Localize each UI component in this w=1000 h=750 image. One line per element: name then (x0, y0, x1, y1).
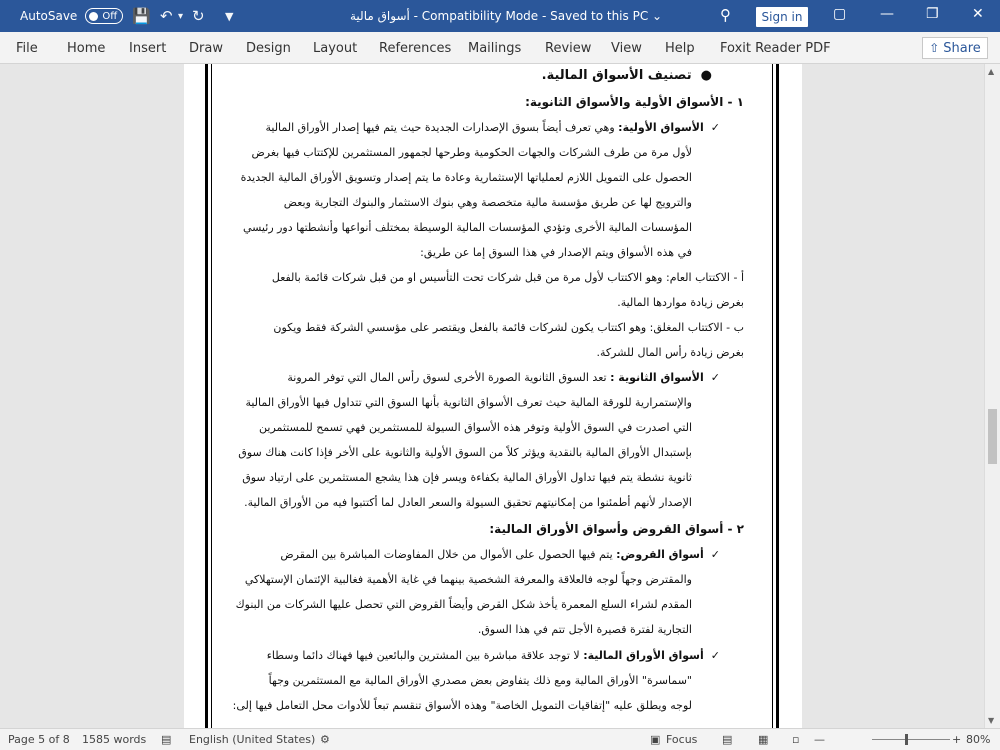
checkmark-icon: ✓ (703, 649, 720, 662)
tab-foxit-reader-pdf[interactable]: Foxit Reader PDF (720, 41, 831, 56)
vertical-scrollbar[interactable] (984, 64, 1000, 728)
close-icon[interactable]: ✕ (972, 6, 984, 22)
word-count[interactable]: 1585 words (82, 733, 147, 746)
tab-insert[interactable]: Insert (129, 41, 167, 56)
paragraph-line: المقدم لشراء السلع المعمرة يأخذ شكل القرض وأيضاً القروض التي تحصل عليها الشركات من البنوك (235, 598, 692, 611)
paragraph-line (280, 548, 720, 561)
zoom-slider[interactable] (872, 739, 950, 740)
title-bar (0, 0, 1000, 32)
tab-review[interactable]: Review (545, 41, 592, 56)
securities-markets-title: أسواق الأوراق المالية: (583, 649, 704, 662)
document-area[interactable] (0, 64, 984, 728)
paragraph-line: "سماسرة" الأوراق المالية ومع ذلك يتفاوض بعض مصدري الأوراق المالية مع المستثمرين وجهاً (268, 674, 692, 687)
loan-markets-text: يتم فيها الحصول على الأموال من خلال المفاوضات المباشرة بين المقرض (280, 548, 613, 561)
toggle-knob-icon (89, 12, 98, 21)
sign-in-button[interactable]: Sign in (756, 7, 808, 27)
redo-icon[interactable]: ↻ (192, 7, 205, 25)
undo-icon[interactable]: ↶ (160, 7, 173, 25)
autosave-state: Off (102, 10, 118, 22)
paragraph-line: في هذه الأسواق ويتم الإصدار في هذا السوق إما عن طريق: (420, 246, 692, 259)
checkmark-icon: ✓ (703, 121, 720, 134)
securities-markets-text: لا توجد علاقة مباشرة بين المشترين والبائعين فيها فهناك دائما وسطاء (266, 649, 580, 662)
paragraph-line: الحصول على التمويل اللازم لعملياتها الإستثمارية وعادة ما يتم إصدار وتسويق الأوراق المالية الجديدة (240, 171, 692, 184)
paragraph-line: ثانوية نشطة يتم فيها تداول الأوراق المالية بكفاءة ويسر فإن هذا يشجع المستثمرين على ارتياد سوق (242, 471, 692, 484)
status-bar (0, 728, 1000, 750)
paragraph-line: لأول مرة من طرف الشركات والجهات الحكومية وطرحها لجمهور المستثمرين للإكتتاب فيها بغرض (251, 146, 692, 159)
zoom-out-icon[interactable]: — (814, 733, 825, 746)
checkmark-icon: ✓ (703, 548, 720, 561)
subheading-2: ٢ - أسواق القروض وأسواق الأوراق المالية: (489, 522, 744, 536)
paragraph-line: لوجه ويطلق عليه "إتفاقيات التمويل الخاصة" وهذه الأسواق تنقسم تبعاً للأدوات محل التعامل فيها إلى: (232, 699, 692, 712)
scroll-up-icon[interactable]: ▲ (988, 67, 995, 76)
share-button[interactable] (922, 37, 988, 59)
tab-help[interactable]: Help (665, 41, 695, 56)
scroll-down-icon[interactable]: ▼ (988, 716, 995, 725)
document-title: أسواق مالية - Compatibility Mode - Saved to this PC ⌄ (350, 9, 663, 23)
page-count[interactable]: Page 5 of 8 (8, 733, 70, 746)
minimize-icon[interactable]: — (880, 6, 894, 22)
autosave-control[interactable] (20, 8, 123, 24)
paragraph-line (287, 371, 720, 384)
search-icon[interactable]: ⚲ (720, 6, 731, 24)
accessibility-icon[interactable]: ⚙ (320, 733, 330, 746)
heading-line (542, 68, 712, 83)
paragraph-line: بغرض زيادة رأس المال للشركة. (596, 346, 744, 359)
undo-dropdown-icon[interactable]: ▾ (178, 11, 184, 22)
tab-view[interactable]: View (611, 41, 642, 56)
zoom-slider-handle[interactable] (905, 734, 908, 745)
paragraph-line: والإستمرارية للورقة المالية حيث تعرف الأسواق الثانوية بأنها السوق التي تتداول فيها الأوراق المالية (245, 396, 692, 409)
paragraph-line: التي اصدرت في السوق الأولية وتوفر هذه الأسواق السيولة للمستثمرين فهي تسمح للمستثمرين (259, 421, 692, 434)
section-heading: تصنيف الأسواق المالية. (541, 68, 692, 83)
restore-icon[interactable]: ❐ (926, 6, 939, 22)
zoom-level[interactable]: 80% (966, 733, 991, 746)
loan-markets-title: أسواق القروض: (616, 548, 704, 561)
scroll-thumb[interactable] (988, 409, 997, 464)
primary-markets-text: وهي تعرف أيضاً بسوق الإصدارات الجديدة حيث يتم فيها إصدار الأوراق المالية (265, 121, 615, 134)
autosave-label: AutoSave (20, 9, 78, 23)
share-icon: ⇧ (929, 41, 940, 55)
focus-icon[interactable]: ▣ (650, 733, 661, 746)
tab-mailings[interactable]: Mailings (468, 41, 522, 56)
secondary-markets-title: الأسواق الثانوية : (610, 371, 704, 384)
paragraph-line: بإستبدال الأوراق المالية بالنقدية ويؤثر كلاً من السوق الأولية والثانوية على الأخر فإذا كانت هناك سوق (238, 446, 692, 459)
read-mode-icon[interactable]: ▤ (722, 733, 733, 746)
primary-markets-title: الأسواق الأولية: (618, 121, 704, 134)
save-icon[interactable]: 💾 (132, 7, 151, 25)
tab-file[interactable]: File (16, 41, 38, 56)
tab-layout[interactable]: Layout (313, 41, 358, 56)
paragraph-line: المؤسسات المالية الأخرى وتؤدي المؤسسات المالية الوسيطة بمختلف أنواعها وأنشطتها دور رئيسي (242, 221, 692, 234)
paragraph-line: أ - الاكتتاب العام: وهو الاكتتاب لأول مرة من قبل شركات تحت التأسيس او من قبل شركات قائمة بالفعل (271, 271, 744, 284)
paragraph-line: والمقترض وجهاً لوجه فالعلاقة والمعرفة الشخصية بينهما في غاية الأهمية فغالبية الإئتمان الإستهلاكي (244, 573, 692, 586)
paragraph-line (267, 649, 720, 662)
autosave-toggle[interactable] (85, 8, 123, 24)
tab-references[interactable]: References (379, 41, 452, 56)
subheading-1: ١ - الأسواق الأولية والأسواق الثانوية: (525, 95, 744, 109)
tab-design[interactable]: Design (246, 41, 291, 56)
language-indicator[interactable]: English (United States) (189, 733, 316, 746)
ribbon-tabs (0, 32, 1000, 64)
paragraph-line: الإصدار لأنهم أطمئنوا من إمكانيتهم تحقيق السيولة والسعر العادل لما أكتتبوا فيه من الأوراق المالية. (244, 496, 692, 509)
zoom-in-icon[interactable]: + (952, 733, 962, 746)
web-layout-icon[interactable]: ▫ (792, 733, 800, 746)
bullet-icon: ● (691, 68, 712, 83)
focus-mode-label[interactable]: Focus (666, 733, 698, 746)
paragraph-line: التجارية لفترة قصيرة الأجل تتم في هذا السوق. (477, 623, 692, 636)
print-layout-icon[interactable]: ▦ (758, 733, 769, 746)
ribbon-display-options-icon[interactable]: ▢ (833, 6, 847, 22)
share-label: Share (943, 40, 981, 56)
paragraph-line: ب - الاكتتاب المغلق: وهو اكتتاب يكون لشركات قائمة بالفعل ويقتصر على مؤسسي الشركة فقط ويكون (273, 321, 744, 334)
tab-draw[interactable]: Draw (189, 41, 223, 56)
paragraph-line: بغرض زيادة مواردها المالية. (617, 296, 744, 309)
customize-toolbar-icon[interactable]: ▼ (225, 10, 234, 23)
secondary-markets-text: تعد السوق الثانوية الصورة الأخرى لسوق رأس المال التي توفر المرونة (287, 371, 607, 384)
checkmark-icon: ✓ (703, 371, 720, 384)
paragraph-line: والترويج لها عن طريق مؤسسة مالية متخصصة وهي بنوك الاستثمار والبنوك التجارية وبعض (283, 196, 692, 209)
tab-home[interactable]: Home (67, 41, 106, 56)
proofing-icon[interactable]: ▤ (161, 733, 172, 746)
paragraph-line (265, 121, 720, 134)
